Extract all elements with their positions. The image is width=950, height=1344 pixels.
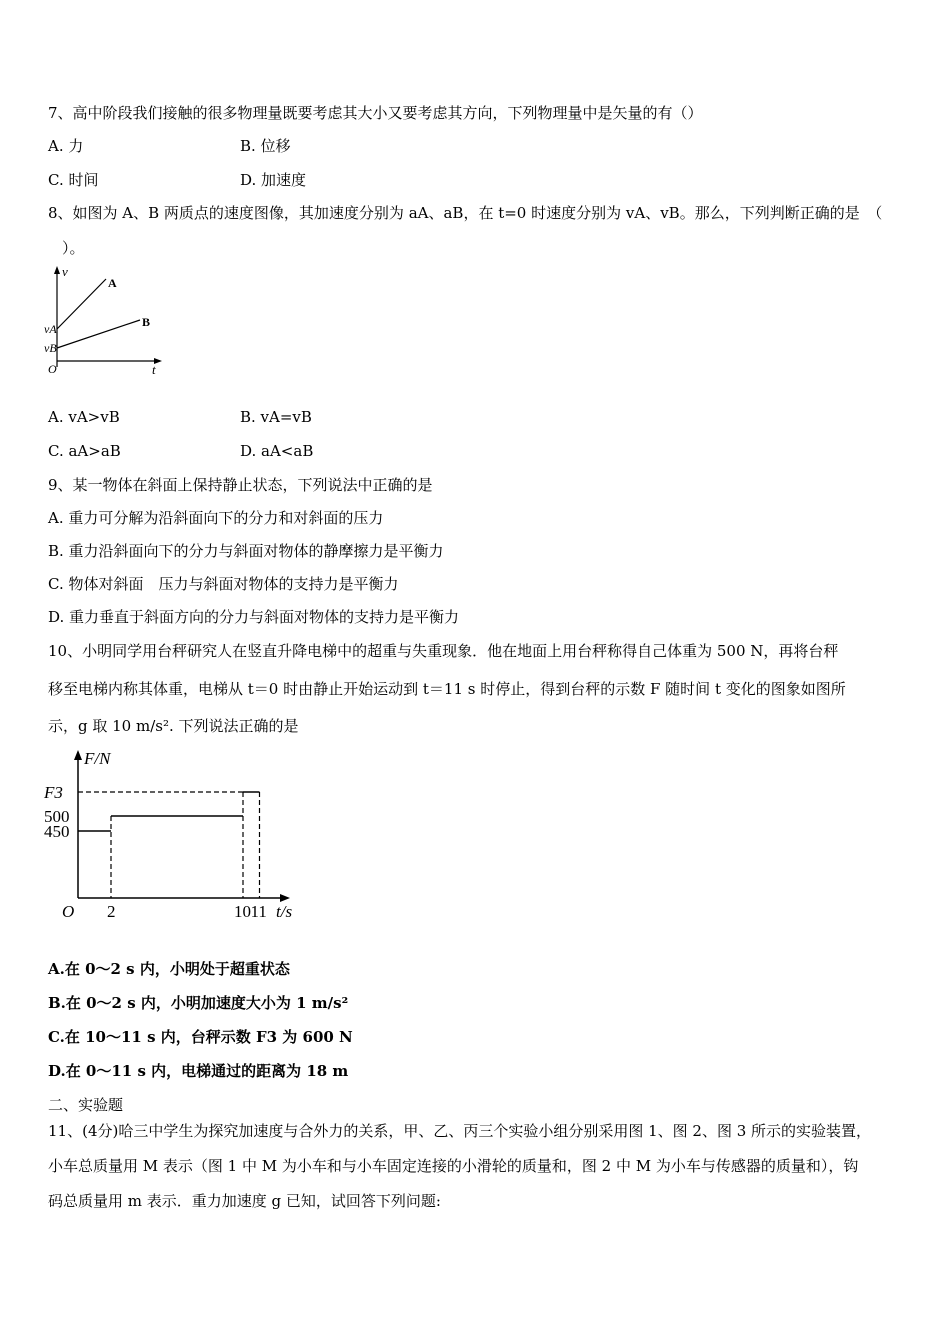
x-tick-10: 10 — [234, 902, 251, 921]
q7-option-d: D. 加速度 — [240, 171, 307, 189]
q11-line-3: 码总质量用 m 表示．重力加速度 g 已知，试回答下列问题: — [48, 1192, 441, 1210]
q10-option-d: D.在 0～11 s 内，电梯通过的距离为 18 m — [48, 1062, 349, 1080]
q10-line-3: 示，g 取 10 m/s². 下列说法正确的是 — [48, 717, 299, 735]
x-tick-2: 2 — [107, 902, 116, 921]
f-axis-arrow — [74, 750, 82, 760]
q9-option-b: B. 重力沿斜面向下的分力与斜面对物体的静摩擦力是平衡力 — [48, 542, 444, 560]
q8-stem-end: ）。 — [62, 239, 85, 257]
q7-option-b: B. 位移 — [240, 137, 291, 155]
q8-velocity-graph — [40, 262, 180, 382]
x-axis-label: t/s — [276, 902, 293, 921]
y-axis-label: F/N — [84, 749, 111, 768]
section-heading: 二、实验题 — [48, 1096, 124, 1114]
y-tick-500: 500 — [44, 807, 70, 826]
q9-option-c: C. 物体对斜面 压力与斜面对物体的支持力是平衡力 — [48, 575, 399, 593]
time-axis-arrow — [280, 894, 290, 902]
q7-option-a: A. 力 — [48, 137, 84, 155]
q9-option-a: A. 重力可分解为沿斜面向下的分力和对斜面的压力 — [48, 509, 384, 527]
q11-line-2: 小车总质量用 M 表示（图 1 中 M 为小车和与小车固定连接的小滑轮的质量和，图 2 中 M 为小车与传感器的质量和），钩 — [48, 1157, 859, 1175]
label-origin: O — [48, 362, 57, 376]
q8-option-d: D. aA<aB — [240, 442, 314, 460]
q8-option-a: A. vA>vB — [48, 408, 120, 426]
label-va: vA — [44, 322, 57, 336]
q8-stem: 8、如图为 A、B 两质点的速度图像，其加速度分别为 aA、aB，在 t=0 时速度分别为 vA、vB。那么，下列判断正确的是 （ — [48, 204, 883, 222]
q9-option-d: D. 重力垂直于斜面方向的分力与斜面对物体的支持力是平衡力 — [48, 608, 460, 626]
line-b — [57, 320, 140, 348]
label-v: v — [62, 264, 68, 279]
q10-option-b: B.在 0～2 s 内，小明加速度大小为 1 m/s² — [48, 994, 349, 1012]
q10-line-2: 移至电梯内称其体重，电梯从 t＝0 时由静止开始运动到 t＝11 s 时停止，得到台秤的示数 F 随时间 t 变化的图象如图所 — [48, 680, 846, 698]
v-axis-arrow — [54, 266, 60, 274]
label-a: A — [108, 276, 117, 290]
q9-stem: 9、某一物体在斜面上保持静止状态，下列说法中正确的是 — [48, 476, 433, 494]
q7-option-c: C. 时间 — [48, 171, 99, 189]
q8-option-c: C. aA>aB — [48, 442, 121, 460]
origin-label: O — [62, 902, 75, 921]
q7-stem: 7、高中阶段我们接触的很多物理量既要考虑其大小又要考虑其方向，下列物理量中是矢量的有（） — [48, 104, 703, 122]
x-tick-11: 11 — [250, 902, 267, 921]
label-b: B — [142, 315, 151, 329]
label-t: t — [152, 362, 156, 377]
q10-option-a: A.在 0～2 s 内，小明处于超重状态 — [48, 960, 290, 978]
q11-line-1: 11、(4分)哈三中学生为探究加速度与合外力的关系，甲、乙、丙三个实验小组分别采用图 1、图 2、图 3 所示的实验装置， — [48, 1122, 872, 1140]
y-tick-450: 450 — [44, 822, 70, 841]
q10-option-c: C.在 10～11 s 内，台秤示数 F3 为 600 N — [48, 1028, 353, 1046]
q10-force-time-chart — [40, 742, 310, 922]
line-a — [57, 279, 106, 329]
q10-line-1: 10、小明同学用台秤研究人在竖直升降电梯中的超重与失重现象．他在地面上用台秤称得自己体重为 500 N，再将台秤 — [48, 642, 839, 660]
q8-option-b: B. vA=vB — [240, 408, 312, 426]
label-vb: vB — [44, 341, 57, 355]
y-tick-F3: F3 — [44, 783, 63, 802]
